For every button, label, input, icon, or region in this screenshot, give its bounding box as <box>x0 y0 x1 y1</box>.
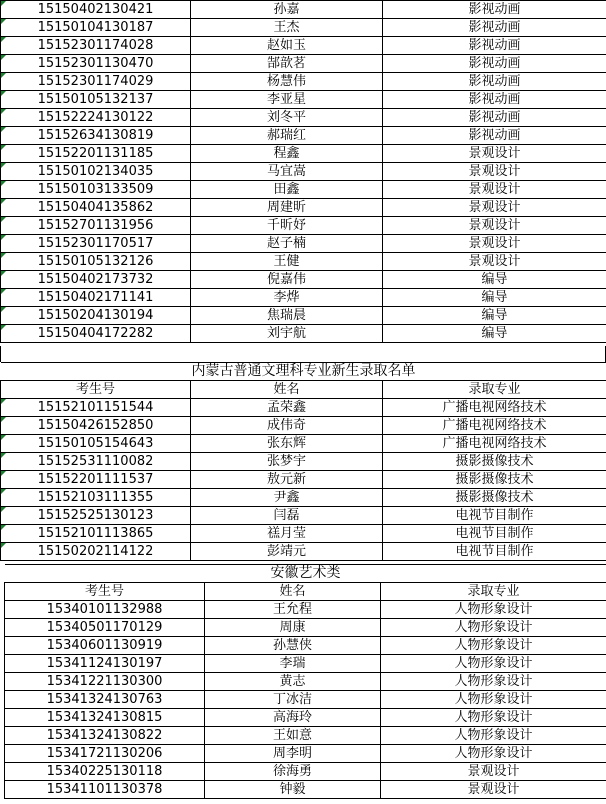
cell-major: 人物形象设计 <box>381 709 606 727</box>
cell-major: 摄影摄像技术 <box>383 453 606 471</box>
cell-exam-id: 15152201131185 <box>1 145 191 163</box>
cell-exam-id: 15150402130421 <box>1 1 191 19</box>
cell-major: 影视动画 <box>383 1 606 19</box>
cell-name: 尹鑫 <box>191 489 383 507</box>
table-row <box>5 655 606 673</box>
table-body <box>1 1 606 343</box>
table-row <box>5 637 606 655</box>
cell-exam-id: 15150402171141 <box>1 289 191 307</box>
cell-major: 电视节目制作 <box>383 507 606 525</box>
cell-name: 闫磊 <box>191 507 383 525</box>
cell-name: 徐海勇 <box>205 763 381 781</box>
cell-exam-id: 15152101151544 <box>1 399 191 417</box>
cell-major: 景观设计 <box>383 217 606 235</box>
cell-exam-id: 15341221130300 <box>5 673 205 691</box>
cell-exam-id: 15152301174029 <box>1 73 191 91</box>
cell-name: 黄志 <box>205 673 381 691</box>
cell-exam-id: 15341324130822 <box>5 727 205 745</box>
cell-name: 程鑫 <box>191 145 383 163</box>
cell-exam-id: 15150103133509 <box>1 181 191 199</box>
cell-exam-id: 15150404135862 <box>1 199 191 217</box>
cell-major: 广播电视网络技术 <box>383 399 606 417</box>
cell-exam-id: 15340601130919 <box>5 637 205 655</box>
cell-name: 郝瑞红 <box>191 127 383 145</box>
table-row <box>1 19 606 37</box>
table-row <box>5 673 606 691</box>
table-row <box>1 55 606 73</box>
cell-exam-id: 15341101130378 <box>5 781 205 799</box>
cell-exam-id: 15341124130197 <box>5 655 205 673</box>
cell-exam-id: 15341721130206 <box>5 745 205 763</box>
table-row <box>1 271 606 289</box>
table-row <box>5 601 606 619</box>
table-row <box>5 727 606 745</box>
table-row <box>1 325 606 343</box>
table-row <box>1 1 606 19</box>
table-row <box>1 127 606 145</box>
cell-exam-id: 15150404172282 <box>1 325 191 343</box>
table-row <box>1 37 606 55</box>
cell-exam-id: 15152301174028 <box>1 37 191 55</box>
cell-name: 周康 <box>205 619 381 637</box>
cell-name: 王如意 <box>205 727 381 745</box>
column-header-exam-id: 考生号 <box>5 583 205 601</box>
inner-mongolia-admission-table <box>0 362 606 561</box>
cell-name: 倪嘉伟 <box>191 271 383 289</box>
cell-exam-id: 15152634130819 <box>1 127 191 145</box>
cell-name: 王健 <box>191 253 383 271</box>
table-row <box>1 507 606 525</box>
cell-name: 孟荣鑫 <box>191 399 383 417</box>
table-row <box>1 417 606 435</box>
cell-major: 影视动画 <box>383 37 606 55</box>
cell-major: 景观设计 <box>383 145 606 163</box>
cell-name: 李烨 <box>191 289 383 307</box>
cell-exam-id: 15150204130194 <box>1 307 191 325</box>
cell-major: 人物形象设计 <box>381 745 606 763</box>
cell-exam-id: 15152301170517 <box>1 235 191 253</box>
table-row <box>1 399 606 417</box>
cell-name: 马宜嵩 <box>191 163 383 181</box>
cell-name: 禚月莹 <box>191 525 383 543</box>
cell-name: 孙嘉 <box>191 1 383 19</box>
anhui-arts-admission-table <box>4 564 606 799</box>
cell-major: 影视动画 <box>383 91 606 109</box>
cell-exam-id: 15152224130122 <box>1 109 191 127</box>
cell-major: 影视动画 <box>383 73 606 91</box>
cell-name: 赵如玉 <box>191 37 383 55</box>
cell-name: 刘冬平 <box>191 109 383 127</box>
cell-name: 李亚星 <box>191 91 383 109</box>
cell-exam-id: 15152531110082 <box>1 453 191 471</box>
cell-major: 人物形象设计 <box>381 619 606 637</box>
cell-major: 影视动画 <box>383 109 606 127</box>
table-row <box>1 181 606 199</box>
cell-name: 孙慧侠 <box>205 637 381 655</box>
cell-major: 景观设计 <box>383 235 606 253</box>
cell-name: 杨慧伟 <box>191 73 383 91</box>
cell-major: 人物形象设计 <box>381 637 606 655</box>
cell-major: 编导 <box>383 289 606 307</box>
cell-major: 广播电视网络技术 <box>383 417 606 435</box>
cell-major: 景观设计 <box>381 763 606 781</box>
cell-exam-id: 15152201111537 <box>1 471 191 489</box>
table-row <box>1 235 606 253</box>
cell-major: 影视动画 <box>383 127 606 145</box>
cell-exam-id: 15150105154643 <box>1 435 191 453</box>
table-row <box>5 745 606 763</box>
cell-major: 广播电视网络技术 <box>383 435 606 453</box>
cell-name: 刘宇航 <box>191 325 383 343</box>
cell-name: 赵子楠 <box>191 235 383 253</box>
cell-major: 景观设计 <box>383 253 606 271</box>
cell-major: 人物形象设计 <box>381 691 606 709</box>
table-row <box>1 307 606 325</box>
cell-exam-id: 15152701131956 <box>1 217 191 235</box>
table-row <box>5 709 606 727</box>
table-row <box>1 253 606 271</box>
cell-major: 影视动画 <box>383 55 606 73</box>
column-header-major: 录取专业 <box>381 583 606 601</box>
column-header-name: 姓名 <box>191 381 383 399</box>
cell-major: 人物形象设计 <box>381 601 606 619</box>
cell-major: 人物形象设计 <box>381 655 606 673</box>
column-header-name: 姓名 <box>205 583 381 601</box>
table-row <box>1 109 606 127</box>
table-body <box>5 601 606 799</box>
cell-name: 王杰 <box>191 19 383 37</box>
cell-exam-id: 15150105132126 <box>1 253 191 271</box>
cell-name: 焦瑞晨 <box>191 307 383 325</box>
table-row <box>5 763 606 781</box>
table-row <box>1 453 606 471</box>
table-row <box>5 619 606 637</box>
cell-exam-id: 15340225130118 <box>5 763 205 781</box>
cell-name: 高海玲 <box>205 709 381 727</box>
cell-major: 编导 <box>383 325 606 343</box>
table-title: 内蒙古普通文理科专业新生录取名单 <box>1 363 606 381</box>
cell-major: 电视节目制作 <box>383 543 606 561</box>
cell-major: 景观设计 <box>383 163 606 181</box>
cell-exam-id: 15341324130763 <box>5 691 205 709</box>
cell-name: 丁冰洁 <box>205 691 381 709</box>
column-header-exam-id: 考生号 <box>1 381 191 399</box>
admission-table-continued <box>0 0 606 343</box>
cell-exam-id: 15340501170129 <box>5 619 205 637</box>
cell-name: 田鑫 <box>191 181 383 199</box>
cell-name: 成伟奇 <box>191 417 383 435</box>
cell-exam-id: 15150102134035 <box>1 163 191 181</box>
cell-exam-id: 15150105132137 <box>1 91 191 109</box>
cell-major: 编导 <box>383 307 606 325</box>
table-row <box>1 217 606 235</box>
cell-name: 王允程 <box>205 601 381 619</box>
table-row <box>1 145 606 163</box>
cell-major: 摄影摄像技术 <box>383 489 606 507</box>
cell-exam-id: 15150202114122 <box>1 543 191 561</box>
table-body <box>1 399 606 561</box>
cell-major: 摄影摄像技术 <box>383 471 606 489</box>
cell-exam-id: 15150104130187 <box>1 19 191 37</box>
table-row <box>1 489 606 507</box>
cell-major: 人物形象设计 <box>381 727 606 745</box>
table-row <box>1 73 606 91</box>
cell-major: 编导 <box>383 271 606 289</box>
table-row <box>1 435 606 453</box>
cell-major: 影视动画 <box>383 19 606 37</box>
cell-name: 张东辉 <box>191 435 383 453</box>
cell-major: 景观设计 <box>383 181 606 199</box>
cell-exam-id: 15150402173732 <box>1 271 191 289</box>
cell-name: 敖元新 <box>191 471 383 489</box>
cell-major: 景观设计 <box>383 199 606 217</box>
table-row <box>1 471 606 489</box>
table-row <box>1 199 606 217</box>
table-row <box>5 781 606 799</box>
cell-name: 李瑞 <box>205 655 381 673</box>
cell-exam-id: 15152101113865 <box>1 525 191 543</box>
cell-name: 张梦宇 <box>191 453 383 471</box>
cell-name: 周建昕 <box>191 199 383 217</box>
cell-major: 人物形象设计 <box>381 673 606 691</box>
cell-exam-id: 15340101132988 <box>5 601 205 619</box>
blank-row <box>0 346 606 362</box>
cell-exam-id: 15152103111355 <box>1 489 191 507</box>
table-row <box>1 289 606 307</box>
table-row <box>1 525 606 543</box>
cell-name: 钟毅 <box>205 781 381 799</box>
cell-major: 景观设计 <box>381 781 606 799</box>
cell-name: 千昕妤 <box>191 217 383 235</box>
table-title: 安徽艺术类 <box>5 565 606 583</box>
cell-exam-id: 15150426152850 <box>1 417 191 435</box>
cell-exam-id: 15152301130470 <box>1 55 191 73</box>
cell-exam-id: 15341324130815 <box>5 709 205 727</box>
cell-name: 周李明 <box>205 745 381 763</box>
table-row <box>5 691 606 709</box>
cell-name: 郜歆茗 <box>191 55 383 73</box>
section-gap <box>0 555 606 564</box>
cell-exam-id: 15152525130123 <box>1 507 191 525</box>
table-row <box>1 91 606 109</box>
table-row <box>1 163 606 181</box>
cell-name: 彭靖元 <box>191 543 383 561</box>
column-header-major: 录取专业 <box>383 381 606 399</box>
cell-major: 电视节目制作 <box>383 525 606 543</box>
